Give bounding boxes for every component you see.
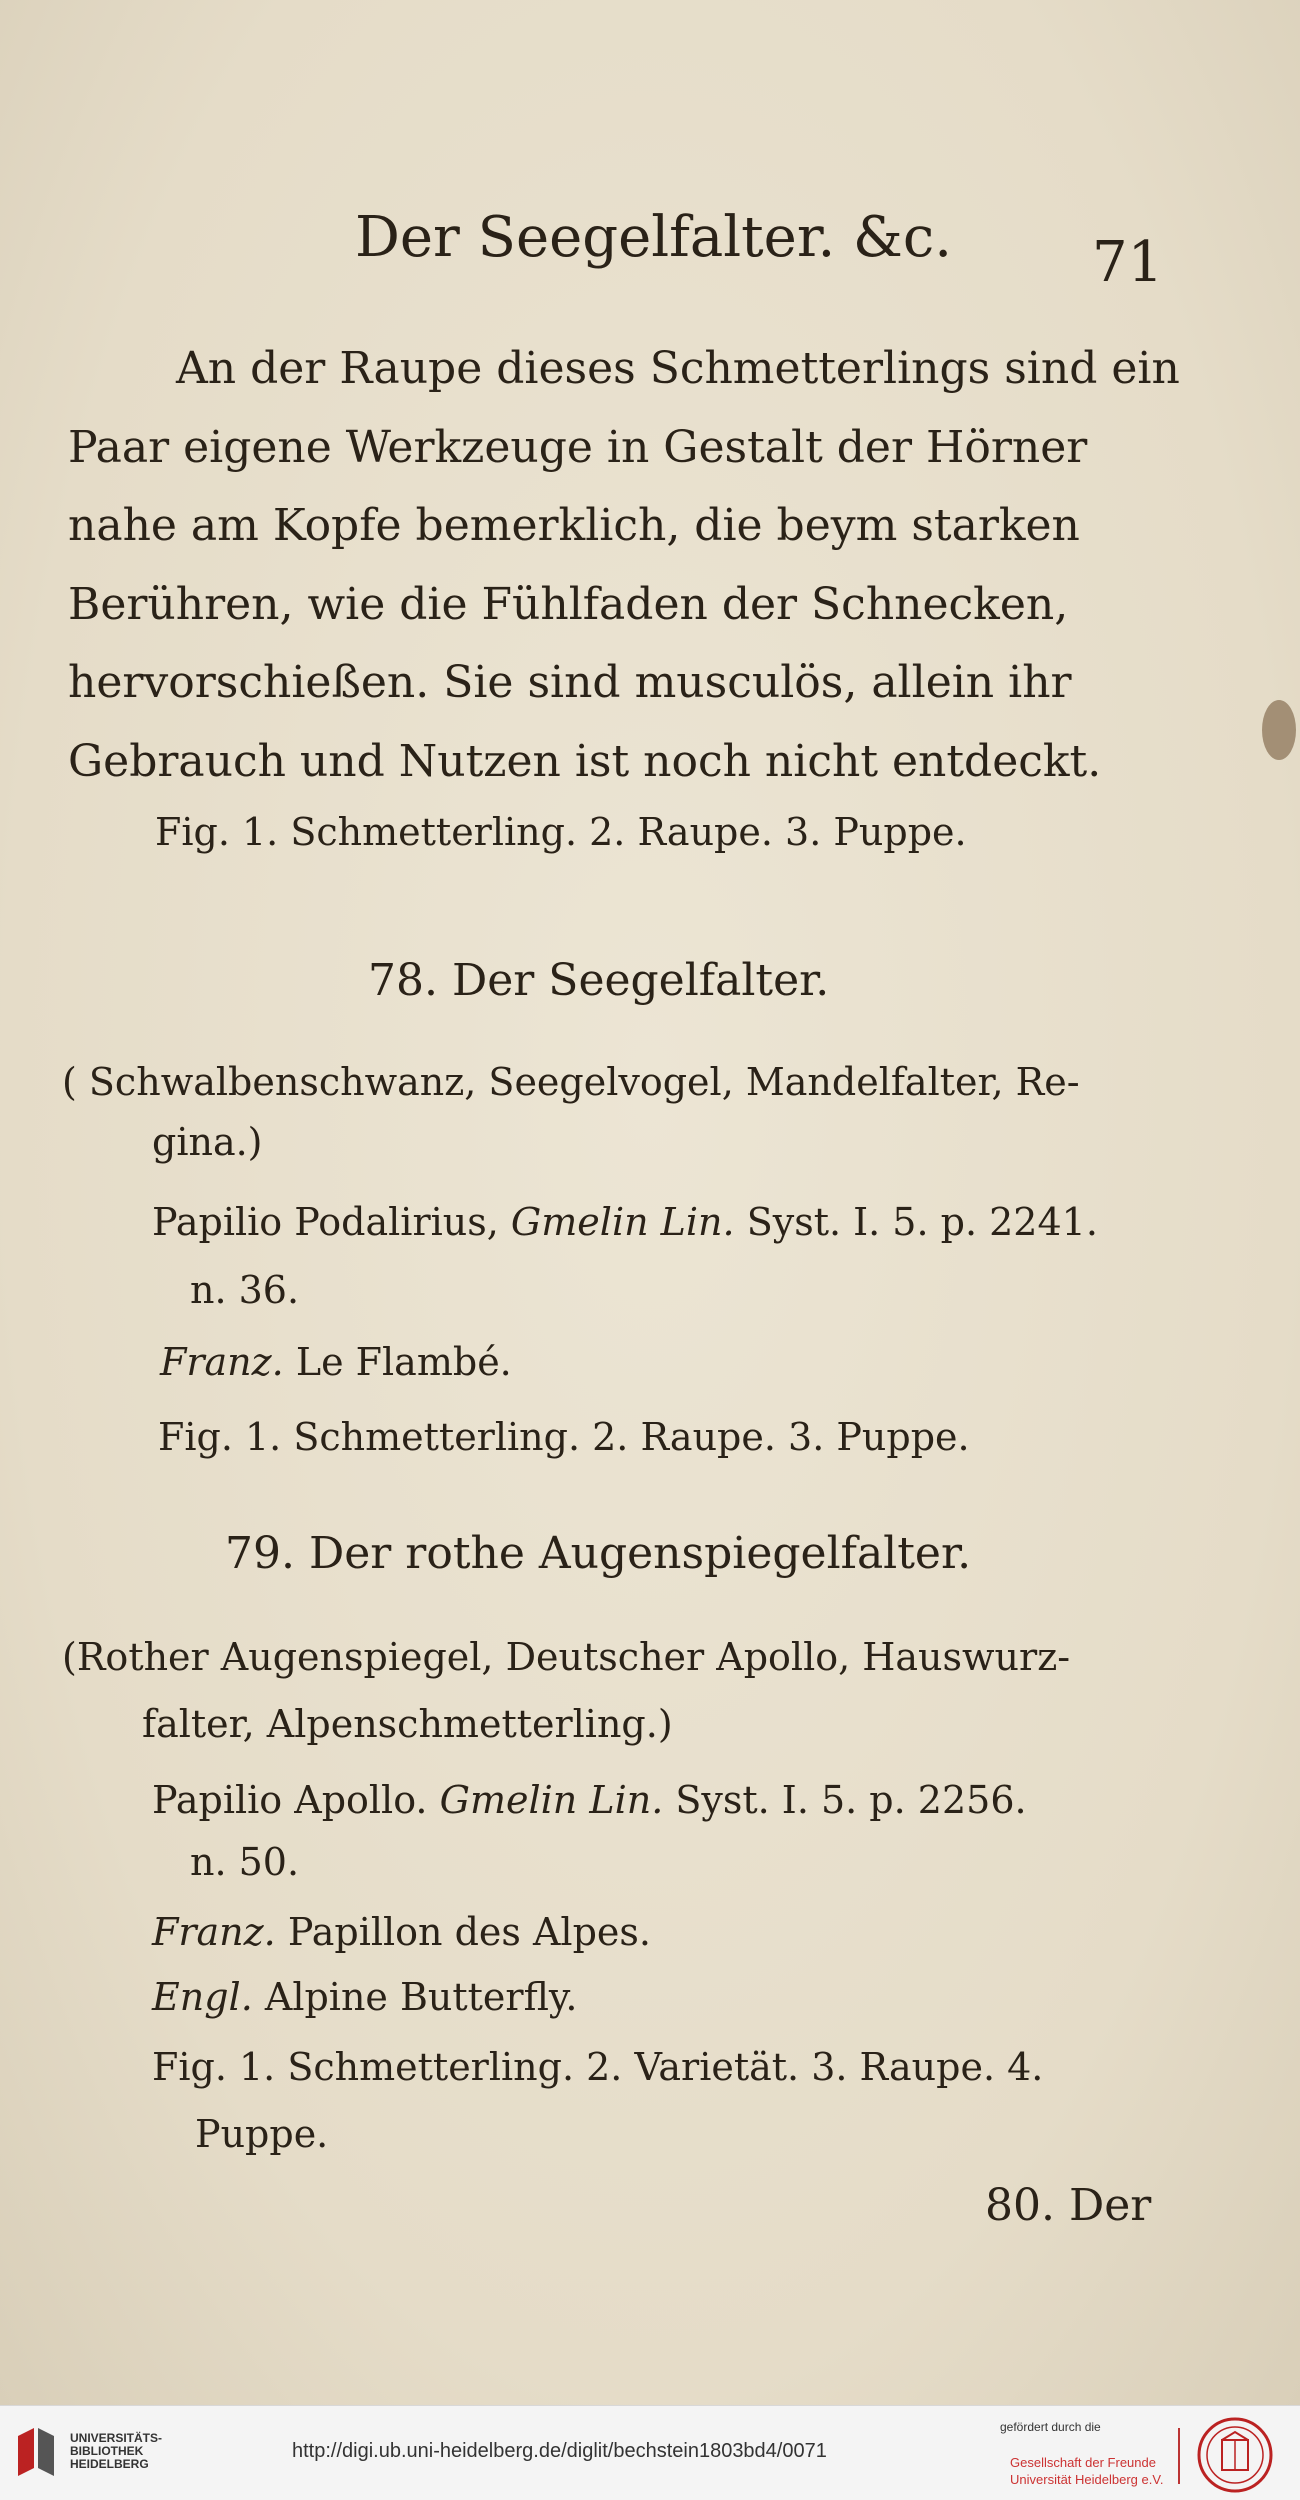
english-label: Engl. <box>152 1975 253 2019</box>
sponsor-link[interactable] <box>1010 2454 1163 2488</box>
latin-name: Papilio Apollo. <box>152 1778 428 1822</box>
french-label: Franz. <box>160 1340 284 1384</box>
entry-78-synonyms: ( Schwalbenschwanz, Seegelvogel, Mandelfalter, Re- <box>62 1060 1080 1104</box>
entry-78-latin <box>152 1200 1098 1244</box>
library-logo-icon[interactable] <box>14 2426 58 2480</box>
entry-79-title: 79. Der rothe Augenspiegelfalter. <box>225 1528 972 1579</box>
library-name-line: BIBLIOTHEK <box>70 2444 144 2458</box>
catchword: 80. Der <box>985 2180 1152 2231</box>
divider <box>1178 2428 1180 2484</box>
latin-author: Gmelin Lin. <box>439 1778 664 1822</box>
paragraph-line: nahe am Kopfe bemerklich, die beym starken <box>68 500 1080 551</box>
latin-author: Gmelin Lin. <box>510 1200 735 1244</box>
library-name[interactable] <box>70 2432 162 2471</box>
library-name-line: UNIVERSITÄTS- <box>70 2431 163 2445</box>
french-name: Le Flambé. <box>295 1340 512 1384</box>
entry-79-figures: Fig. 1. Schmetterling. 2. Varietät. 3. Raupe. 4. <box>152 2045 1044 2089</box>
entry-78-synonyms-cont: gina.) <box>152 1120 263 1164</box>
paragraph-line: Paar eigene Werkzeuge in Gestalt der Hörner <box>68 421 1088 473</box>
library-name-line: HEIDELBERG <box>70 2457 149 2471</box>
paragraph <box>68 330 1180 801</box>
page-number: 71 <box>1092 230 1164 295</box>
ink-spot <box>1262 700 1296 760</box>
entry-78-french <box>160 1340 512 1384</box>
entry-78-latin-ref-cont: n. 36. <box>190 1268 300 1312</box>
entry-79-latin <box>152 1778 1027 1822</box>
entry-79-french <box>152 1910 651 1954</box>
permalink-url[interactable]: http://digi.ub.uni-heidelberg.de/diglit/bechstein1803bd4/0071 <box>292 2440 827 2462</box>
french-label: Franz. <box>152 1910 276 1954</box>
sponsor-line: Gesellschaft der Freunde <box>1010 2455 1156 2470</box>
sponsor-line: Universität Heidelberg e.V. <box>1010 2472 1164 2487</box>
french-name: Papillon des Alpes. <box>287 1910 651 1954</box>
english-name: Alpine Butterfly. <box>264 1975 578 2019</box>
entry-79-english <box>152 1975 577 2019</box>
entry-79-synonyms-cont: falter, Alpenschmetterling.) <box>142 1702 673 1746</box>
paragraph-line: Gebrauch und Nutzen ist noch nicht entdeckt. <box>68 735 1102 787</box>
entry-79-latin-ref-cont: n. 50. <box>190 1840 300 1884</box>
sponsor-label: gefördert durch die <box>1000 2420 1101 2434</box>
entry-79-figures-cont: Puppe. <box>195 2112 329 2156</box>
paragraph-line: Berühren, wie die Fühlfaden der Schnecken, <box>68 578 1069 630</box>
latin-name: Papilio Podalirius, <box>152 1200 499 1244</box>
viewer-footer <box>0 2405 1300 2500</box>
latin-ref: Syst. I. 5. p. 2256. <box>675 1778 1027 1822</box>
university-seal-icon[interactable] <box>1196 2416 1274 2494</box>
figure-list-prev: Fig. 1. Schmetterling. 2. Raupe. 3. Puppe. <box>155 810 967 854</box>
entry-78-figures: Fig. 1. Schmetterling. 2. Raupe. 3. Puppe. <box>158 1415 970 1459</box>
entry-78-title: 78. Der Seegelfalter. <box>368 955 830 1006</box>
paragraph-line: An der Raupe dieses Schmetterlings sind ein <box>176 343 1180 394</box>
running-head: Der Seegelfalter. &c. <box>355 205 953 270</box>
paragraph-line: hervorschießen. Sie sind musculös, allein ihr <box>68 657 1072 708</box>
latin-ref: Syst. I. 5. p. 2241. <box>746 1200 1098 1244</box>
entry-79-synonyms: (Rother Augenspiegel, Deutscher Apollo, Hauswurz- <box>62 1635 1071 1679</box>
